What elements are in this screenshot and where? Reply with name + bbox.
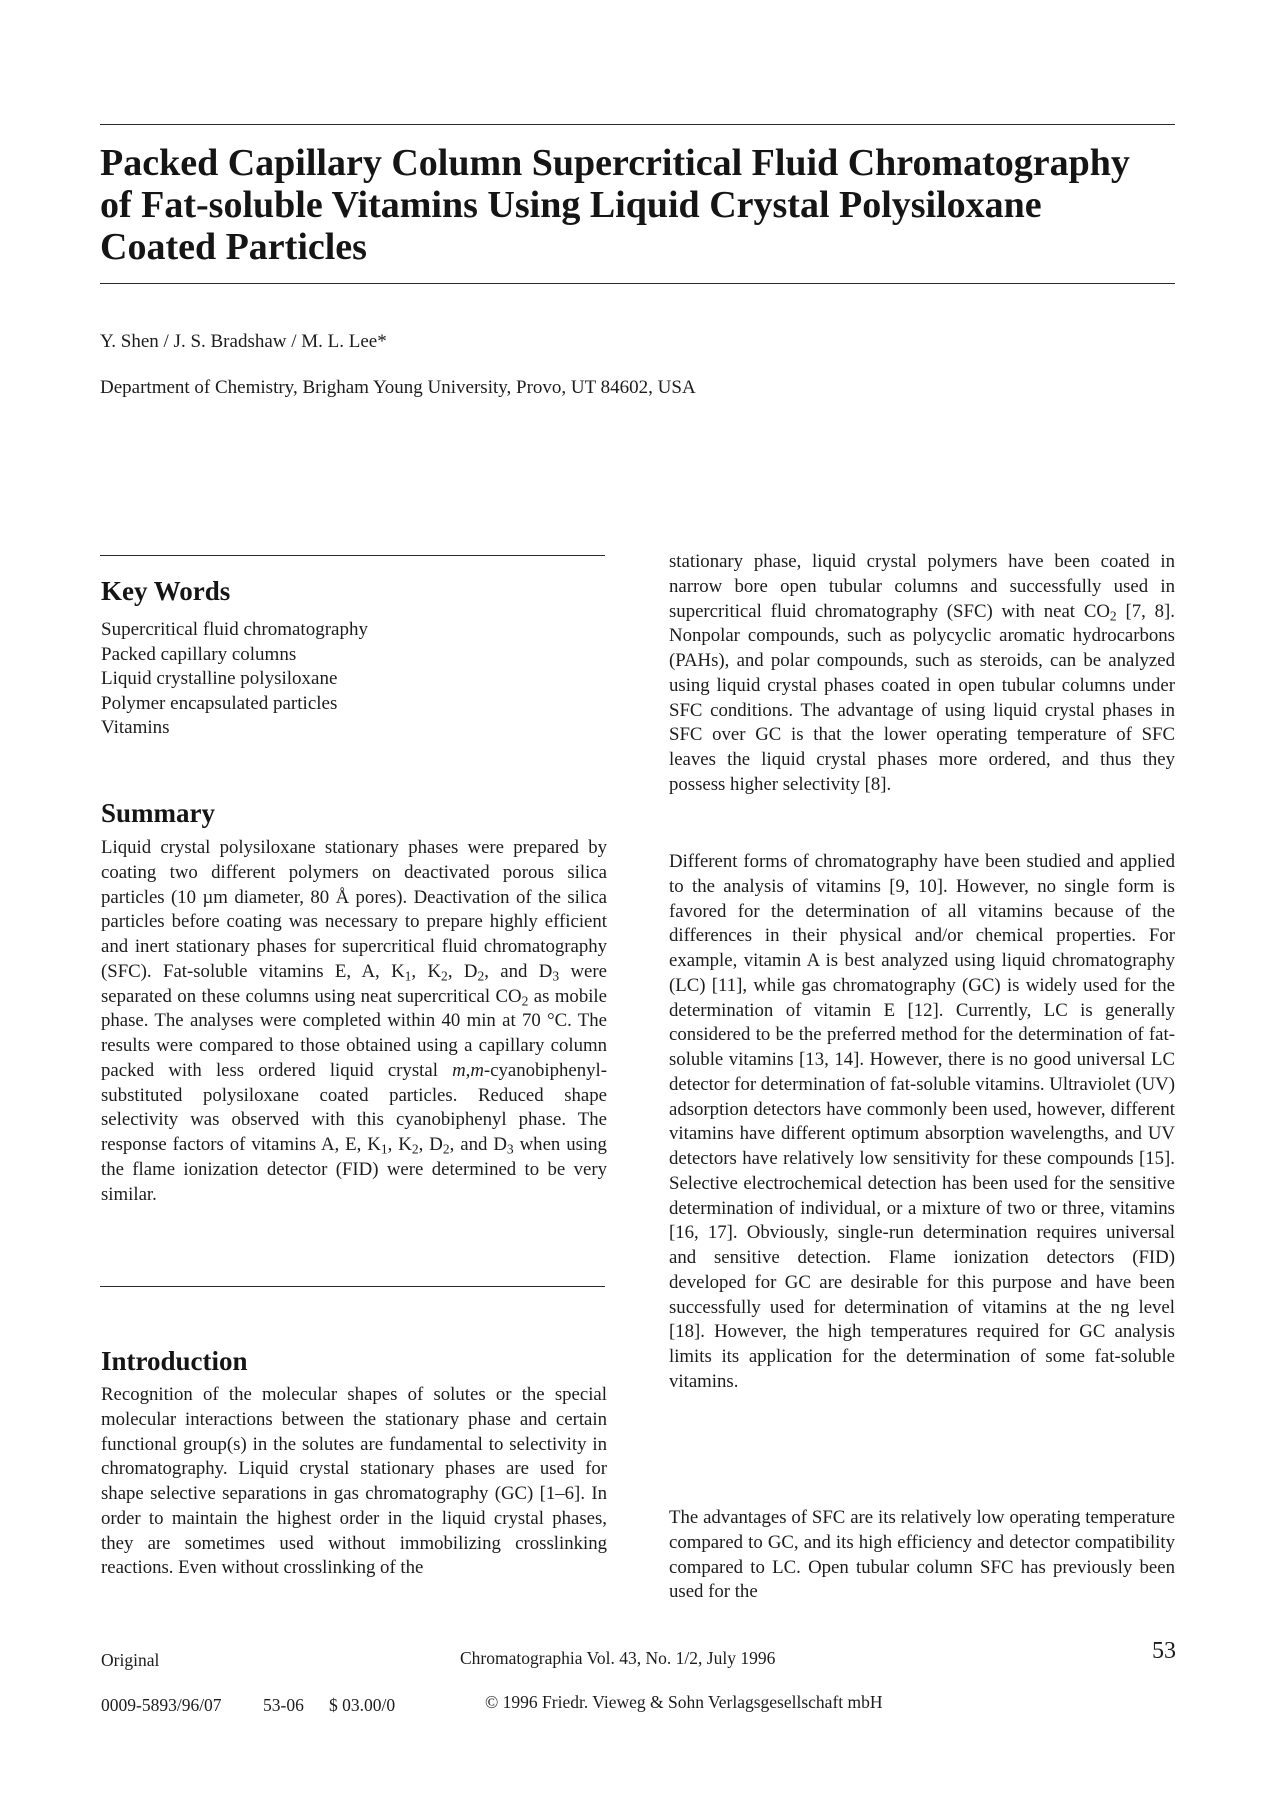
copyright-notice: © 1996 Friedr. Vieweg & Sohn Verlagsgesellschaft mbH: [485, 1692, 883, 1712]
affiliation: Department of Chemistry, Brigham Young University, Provo, UT 84602, USA: [100, 377, 696, 398]
page-range: 53-06: [263, 1695, 304, 1715]
page-number: 53: [1152, 1638, 1176, 1664]
introduction-heading: Introduction: [101, 1346, 248, 1376]
introduction-paragraph-3: The advantages of SFC are its relatively low operating temperature compared to GC, and its high efficiency and detector compatibility compared to LC. Open tubular column SFC has previously been used for the: [669, 1507, 1175, 1603]
key-words-rule: [100, 555, 605, 556]
article-title: [100, 142, 1180, 268]
title-bottom-rule: [100, 283, 1175, 284]
introduction-paragraph-1-continued: stationary phase, liquid crystal polymers have been coated in narrow bore open tubular columns and successfully used in supercritical fluid chromatography (SFC) with neat $CO_2$ [7, 8]. Nonpolar compounds, such as polycyclic aromatic hydrocarbons (PAHs), and polar compounds, such as steroids, can be analyzed using liquid crystal phases coated in open tubular columns under SFC conditions. The advantage of using liquid crystal phases in SFC over GC is that the lower operating temperature of SFC leaves the liquid crystal phases more ordered, and thus they possess higher selectivity [8].: [669, 551, 1175, 795]
introduction-paragraph-1: Recognition of the molecular shapes of solutes or the special molecular interactions between the stationary phase and certain functional group(s) in the solutes are fundamental to selectivity in chromatography. Liquid crystal stationary phases are used for shape selective separations in gas chromatography (GC) [1–6]. In order to maintain the highest order in the liquid crystal phases, they are sometimes used without immobilizing crosslinking reactions. Even without crosslinking of the: [101, 1384, 607, 1579]
title-line-3: Coated Particles: [100, 226, 367, 268]
article-type-label: Original: [101, 1650, 160, 1670]
title-line-1: Packed Capillary Column Supercritical Fluid Chromatography: [100, 142, 1130, 184]
key-word-item: Packed capillary columns: [101, 643, 297, 665]
summary-heading: Summary: [101, 798, 215, 828]
title-top-rule: [100, 124, 1175, 125]
introduction-rule: [100, 1286, 605, 1287]
title-line-2: of Fat-soluble Vitamins Using Liquid Crystal Polysiloxane: [100, 184, 1042, 226]
key-word-item: Vitamins: [101, 717, 170, 739]
key-word-item: Supercritical fluid chromatography: [101, 619, 368, 640]
key-word-item: Polymer encapsulated particles: [101, 692, 338, 714]
author-list: Y. Shen / J. S. Bradshaw / M. L. Lee*: [100, 331, 387, 352]
introduction-paragraph-2: Different forms of chromatography have been studied and applied to the analysis of vitamins [9, 10]. However, no single form is favored for the determination of all vitamins because of the differences in their physical and/or chemical properties. For example, vitamin A is best analyzed using liquid chromatography (LC) [11], while gas chromatography (GC) is widely used for the determination of vitamin E [12]. Currently, LC is generally considered to be the preferred method for the determination of fat-soluble vitamins [13, 14]. However, there is no good universal LC detector for determination of fat-soluble vitamins. Ultraviolet (UV) adsorption detectors have commonly been used, however, different vitamins have different optimum absorption wavelengths, and UV detectors have relatively low sensitivity for these compounds [15]. Selective electrochemical detection has been used for the sensitive determination of individual, or a mixture of two or three, vitamins [16, 17]. Obviously, single-run determination requires universal and sensitive detection. Flame ionization detectors (FID) developed for GC are desirable for this purpose and have been successfully used for determination of vitamins at the ng level [18]. However, the high temperatures required for GC analysis limits its application for the determination of some fat-soluble vitamins.: [669, 851, 1175, 1392]
key-word-item: Liquid crystalline polysiloxane: [101, 668, 338, 690]
key-words-list: [101, 618, 368, 741]
article-price: $ 03.00/0: [329, 1695, 396, 1715]
summary-paragraph: Liquid crystal polysiloxane stationary phases were prepared by coating two different polymers on deactivated porous silica particles (10 µm diameter, 80 Å pores). Deactivation of the silica particles before coating was necessary to prepare highly efficient and inert stationary phases for supercritical fluid chromatography (SFC). Fat-soluble vitamins E, A, $K_1$, $K_2$, $D_2$, and $D_3$ were separated on these columns using neat supercritical $CO_2$ as mobile phase. The analyses were completed within 40 min at 70 °C. The results were compared to those obtained using a capillary column packed with less ordered liquid crystal m,m-cyanobiphenyl-substituted polysiloxane coated particles. Reduced shape selectivity was observed with this cyanobiphenyl phase. The response factors of vitamins A, E, $K_1$, $K_2$, $D_2$, and $D_3$ when using the flame ionization detector (FID) were determined to be very similar.: [101, 837, 607, 1205]
key-words-heading: Key Words: [101, 576, 231, 606]
issn-code: 0009-5893/96/07: [101, 1695, 222, 1715]
journal-citation: Chromatographia Vol. 43, No. 1/2, July 1996: [460, 1648, 776, 1668]
